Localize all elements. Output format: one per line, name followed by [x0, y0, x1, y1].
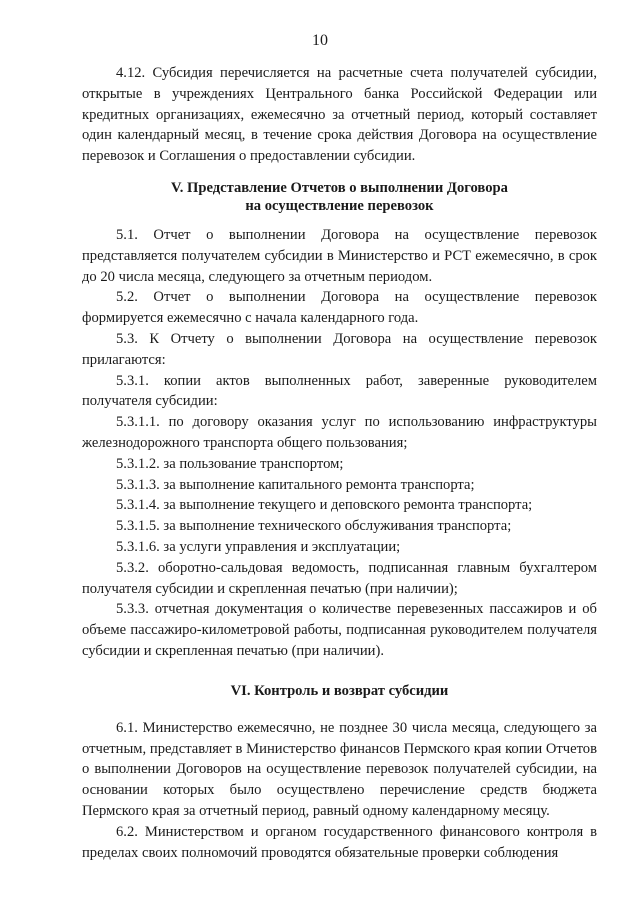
paragraph-5-3-1-1: 5.3.1.1. по договору оказания услуг по использованию инфраструктуры железнодорожного транспорта общего пользования; [82, 414, 597, 451]
section-6-title: VI. Контроль и возврат субсидии [230, 682, 449, 699]
page-number: 10 [312, 32, 328, 49]
paragraph-5-1: 5.1. Отчет о выполнении Договора на осуществление перевозок представляется получателем субсидии в Министерство и РСТ ежемесячно, в срок до 20 числа месяца, следующего за отчетным периодом. [82, 226, 597, 285]
paragraph-5-3-3: 5.3.3. отчетная документация о количестве перевезенных пассажиров и об объеме пассажиро-километровой работы, подписанная руководителем получателя субсидии и скрепленная печатью (при наличии). [82, 601, 597, 659]
paragraph-6-1: 6.1. Министерство ежемесячно, не позднее 30 числа месяца, следующего за отчетным, представляет в Министерство финансов Пермского края копии Отчетов о выполнении Договоров на осуществление перевозок получателей субсидии, на основании которых было осуществлено перечисление средств бюджета Пермского края за отчетный период, равный одному календарному месяцу. [82, 719, 597, 819]
section-5-title-line-2: на осуществление перевозок [245, 197, 434, 214]
paragraph-6-2: 6.2. Министерством и органом государственного финансового контроля в пределах своих полномочий проводятся обязательные проверки соблюдения [82, 823, 597, 861]
paragraph-5-3-1-3: 5.3.1.3. за выполнение капитального ремонта транспорта; [116, 476, 475, 493]
paragraph-5-3-1-2: 5.3.1.2. за пользование транспортом; [116, 455, 344, 472]
paragraph-5-3-1-4: 5.3.1.4. за выполнение текущего и деповского ремонта транспорта; [116, 497, 533, 514]
paragraph-5-3-2: 5.3.2. оборотно-сальдовая ведомость, подписанная главным бухгалтером получателя субсидии и скрепленная печатью (при наличии); [82, 559, 597, 597]
paragraph-5-2: 5.2. Отчет о выполнении Договора на осуществление перевозок формируется ежемесячно с начала календарного года. [82, 289, 597, 327]
paragraph-5-3-1: 5.3.1. копии актов выполненных работ, заверенные руководителем получателя субсидии: [82, 372, 597, 410]
paragraph-5-3-1-6: 5.3.1.6. за услуги управления и эксплуатации; [116, 538, 401, 555]
paragraph-5-3-1-5: 5.3.1.5. за выполнение технического обслуживания транспорта; [116, 518, 512, 535]
section-5-heading [82, 179, 597, 215]
paragraph-5-3: 5.3. К Отчету о выполнении Договора на осуществление перевозок прилагаются: [82, 330, 597, 368]
section-6-heading [82, 682, 597, 700]
document-body [82, 63, 597, 863]
section-5-title-line-1: V. Представление Отчетов о выполнении Договора [171, 179, 508, 196]
paragraph-4-12: 4.12. Субсидия перечисляется на расчетные счета получателей субсидии, открытые в учреждениях Центрального банка Российской Федерации или кредитных организациях, ежемесячно за отчетный период, который составляет один календарный месяц, в течение срока действия Договора на осуществление перевозок и Соглашения о предоставлении субсидии. [82, 65, 597, 165]
